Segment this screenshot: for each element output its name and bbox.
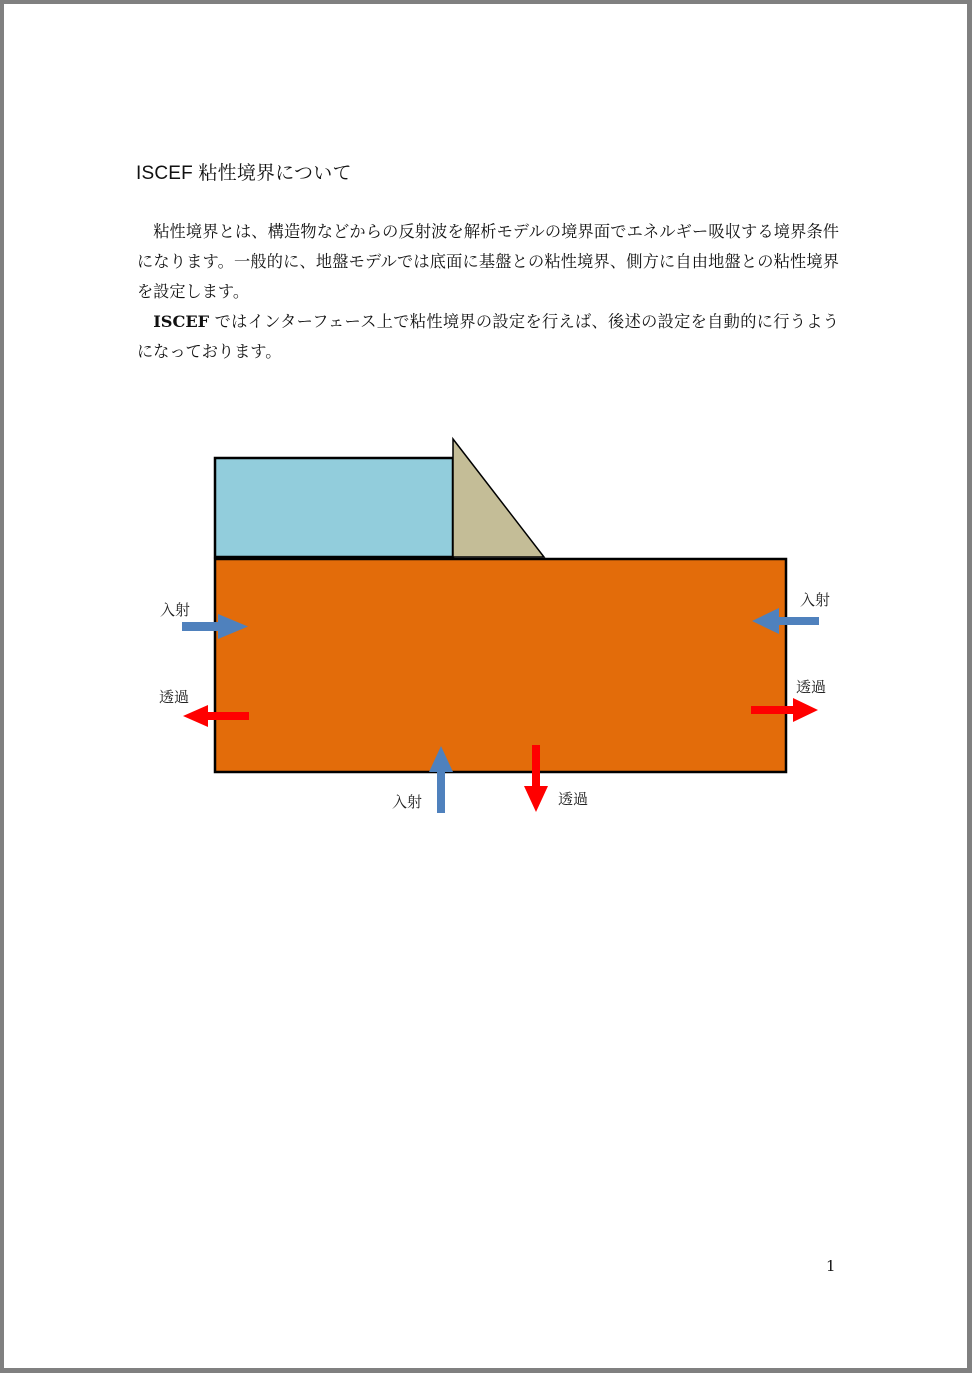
bottom-incident-label: 入射: [392, 793, 423, 811]
page-title: ISCEF 粘性境界について: [136, 163, 352, 184]
slope-triangle: [453, 439, 544, 557]
paragraph-2-lead: ISCEF: [153, 312, 210, 331]
paragraph-2-text: ではインターフェース上で粘性境界の設定を行えば、後述の設定を自動的に行うようになっております。: [137, 312, 839, 361]
structure-block: [215, 458, 453, 557]
page-number: 1: [826, 1257, 836, 1275]
ground-block: [215, 559, 786, 772]
left-incident-label: 入射: [160, 601, 191, 619]
bottom-transmitted-label: 透過: [558, 790, 589, 808]
right-incident-label: 入射: [800, 591, 831, 609]
paragraph-1-text: 粘性境界とは、構造物などからの反射波を解析モデルの境界面でエネルギー吸収する境界条件になります。一般的に、地盤モデルでは底面に基盤との粘性境界、側方に自由地盤との粘性境界を設定します。: [137, 222, 839, 301]
right-transmitted-label: 透過: [796, 678, 827, 696]
left-transmitted-label: 透過: [159, 688, 190, 706]
